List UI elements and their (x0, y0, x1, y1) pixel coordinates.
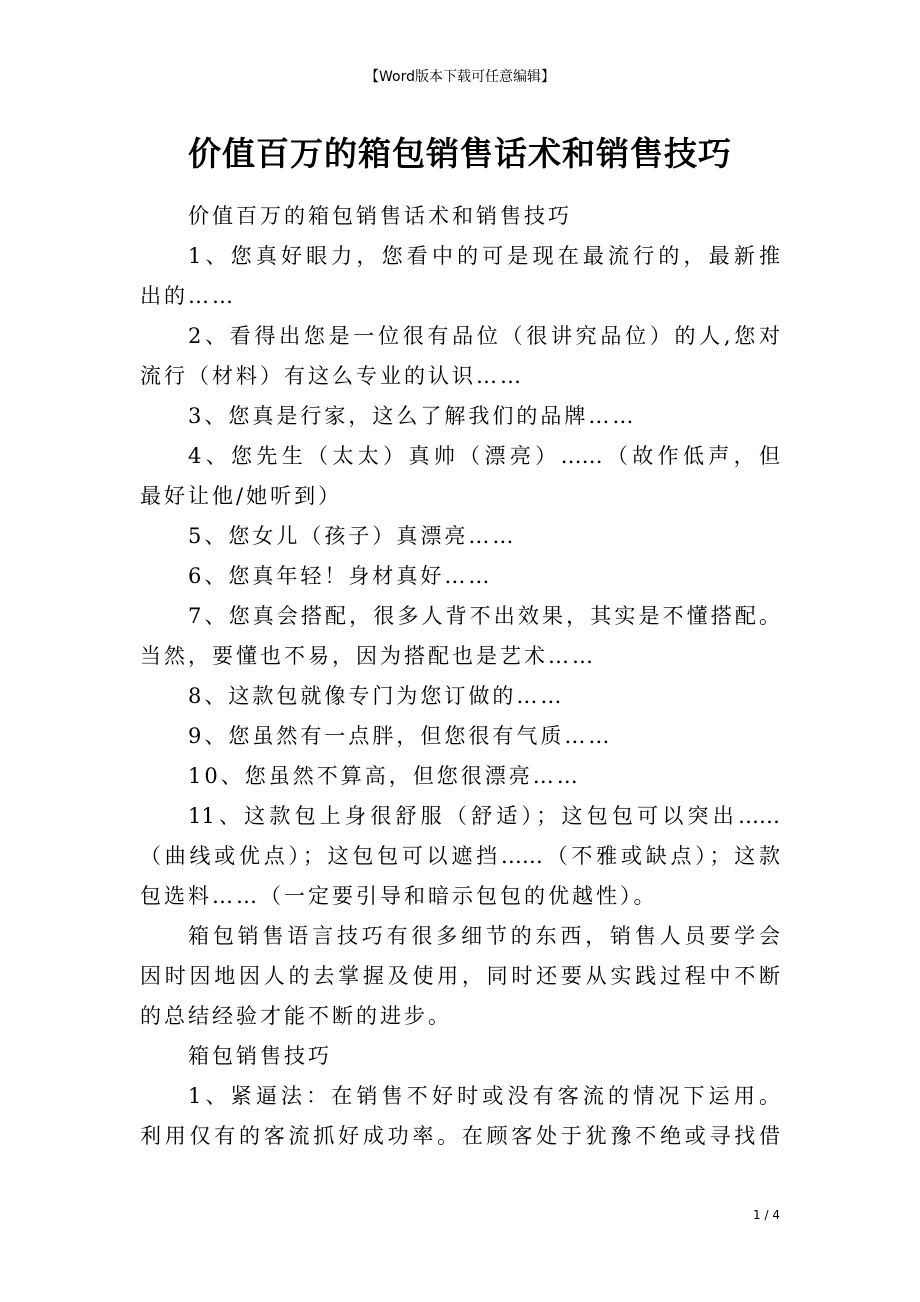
document-title: 价值百万的箱包销售话术和销售技巧 (188, 134, 732, 173)
paragraph-line: 7、您真会搭配，很多人背不出效果，其实是不懂搭配。 (188, 604, 780, 628)
paragraph-line: （曲线或优点）；这包包可以遮挡……（不雅或缺点）；这款 (140, 844, 780, 868)
paragraph-line: 1、您真好眼力，您看中的可是现在最流行的，最新推 (188, 244, 780, 268)
paragraph-line: 11、这款包上身很舒服（舒适）；这包包可以突出…… (188, 804, 780, 828)
paragraph (140, 796, 780, 916)
paragraph (140, 1076, 780, 1156)
paragraph (140, 716, 780, 756)
page-number: 1 / 4 (753, 1208, 780, 1222)
paragraph-line: 8、这款包就像专门为您订做的…… (188, 684, 565, 708)
paragraph (140, 556, 780, 596)
paragraph-line: 流行（材料）有这么专业的认识…… (140, 364, 524, 388)
paragraph (140, 236, 780, 316)
paragraph-line: 包选料……（一定要引导和暗示包包的优越性）。 (140, 884, 658, 908)
paragraph-line: 利用仅有的客流抓好成功率。在顾客处于犹豫不绝或寻找借 (140, 1124, 780, 1148)
paragraph-line: 出的…… (140, 284, 236, 308)
paragraph (140, 676, 780, 716)
page-header: 【Word版本下载可任意编辑】 (365, 69, 555, 85)
paragraph (140, 756, 780, 796)
paragraph (140, 516, 780, 556)
document-body (140, 196, 780, 1156)
paragraph (140, 396, 780, 436)
paragraph-line: 6、您真年轻！身材真好…… (188, 564, 493, 588)
paragraph-line: 箱包销售语言技巧有很多细节的东西，销售人员要学会 (188, 924, 780, 948)
paragraph-line: 当然，要懂也不易，因为搭配也是艺术…… (140, 644, 596, 668)
paragraph-line: 3、您真是行家，这么了解我们的品牌…… (188, 404, 637, 428)
paragraph-line: 的总结经验才能不断的进步。 (140, 1004, 452, 1028)
paragraph-line: 因时因地因人的去掌握及使用，同时还要从实践过程中不断 (140, 964, 780, 988)
paragraph-line: 箱包销售技巧 (188, 1044, 332, 1068)
paragraph-line: 2、看得出您是一位很有品位（很讲究品位）的人,您对 (188, 324, 780, 348)
paragraph-line: 最好让他/她听到） (140, 484, 343, 508)
paragraph-line: 4、您先生（太太）真帅（漂亮）……（故作低声，但 (188, 444, 780, 468)
paragraph-line: 价值百万的箱包销售话术和销售技巧 (188, 204, 572, 228)
paragraph-line: 5、您女儿（孩子）真漂亮…… (188, 524, 517, 548)
paragraph (140, 316, 780, 396)
paragraph (140, 596, 780, 676)
paragraph-line: 10、您虽然不算高，但您很漂亮…… (188, 764, 581, 788)
paragraph-line: 9、您虽然有一点胖，但您很有气质…… (188, 724, 613, 748)
paragraph (140, 1036, 780, 1076)
paragraph (140, 916, 780, 1036)
paragraph-line: 1、紧逼法：在销售不好时或没有客流的情况下运用。 (188, 1084, 780, 1108)
paragraph (140, 196, 780, 236)
paragraph (140, 436, 780, 516)
